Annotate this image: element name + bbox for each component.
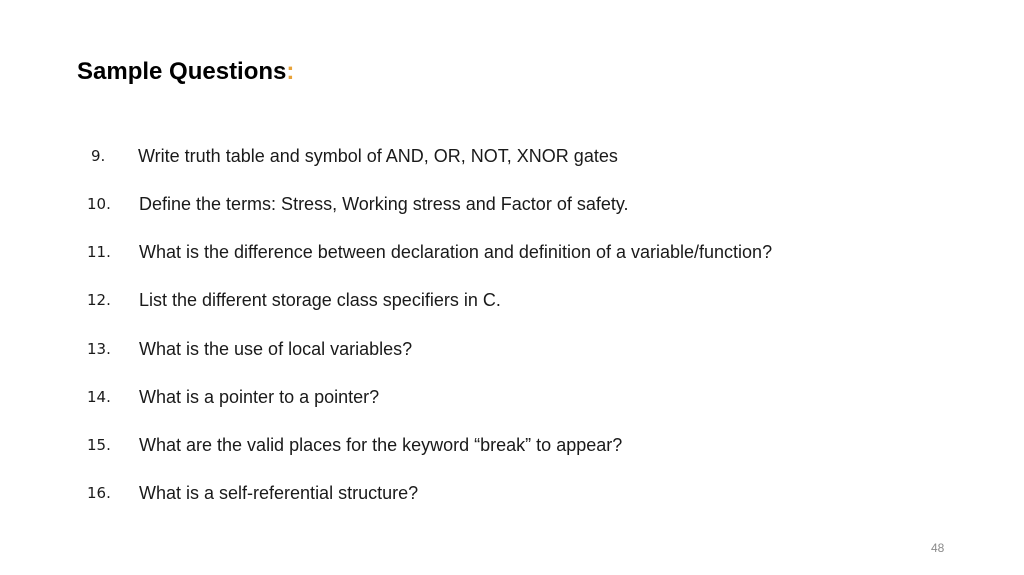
question-text: What are the valid places for the keyword “break” to appear?	[139, 435, 623, 455]
question-number: 12.	[87, 291, 111, 309]
question-number: 13.	[87, 340, 111, 358]
question-number: 14.	[87, 388, 111, 406]
question-number: 15.	[87, 436, 111, 454]
question-text: What is the difference between declaration and definition of a variable/function?	[139, 242, 773, 262]
slide-title-text: Sample Questions	[77, 58, 287, 85]
question-text: Define the terms: Stress, Working stress and Factor of safety.	[139, 194, 629, 214]
question-number: 16.	[87, 484, 111, 502]
question-text: What is the use of local variables?	[139, 339, 413, 359]
question-number: 11.	[87, 243, 111, 261]
question-text: List the different storage class specifiers in C.	[139, 290, 501, 310]
question-text: Write truth table and symbol of AND, OR, NOT, XNOR gates	[138, 146, 618, 166]
question-number: 10.	[87, 195, 111, 213]
slide-title-colon: :	[286, 58, 295, 85]
question-number: 9.	[91, 147, 106, 165]
slide-title	[77, 56, 294, 88]
question-text: What is a self-referential structure?	[139, 483, 419, 503]
page-number: 48	[931, 541, 945, 555]
question-text: What is a pointer to a pointer?	[139, 387, 380, 407]
